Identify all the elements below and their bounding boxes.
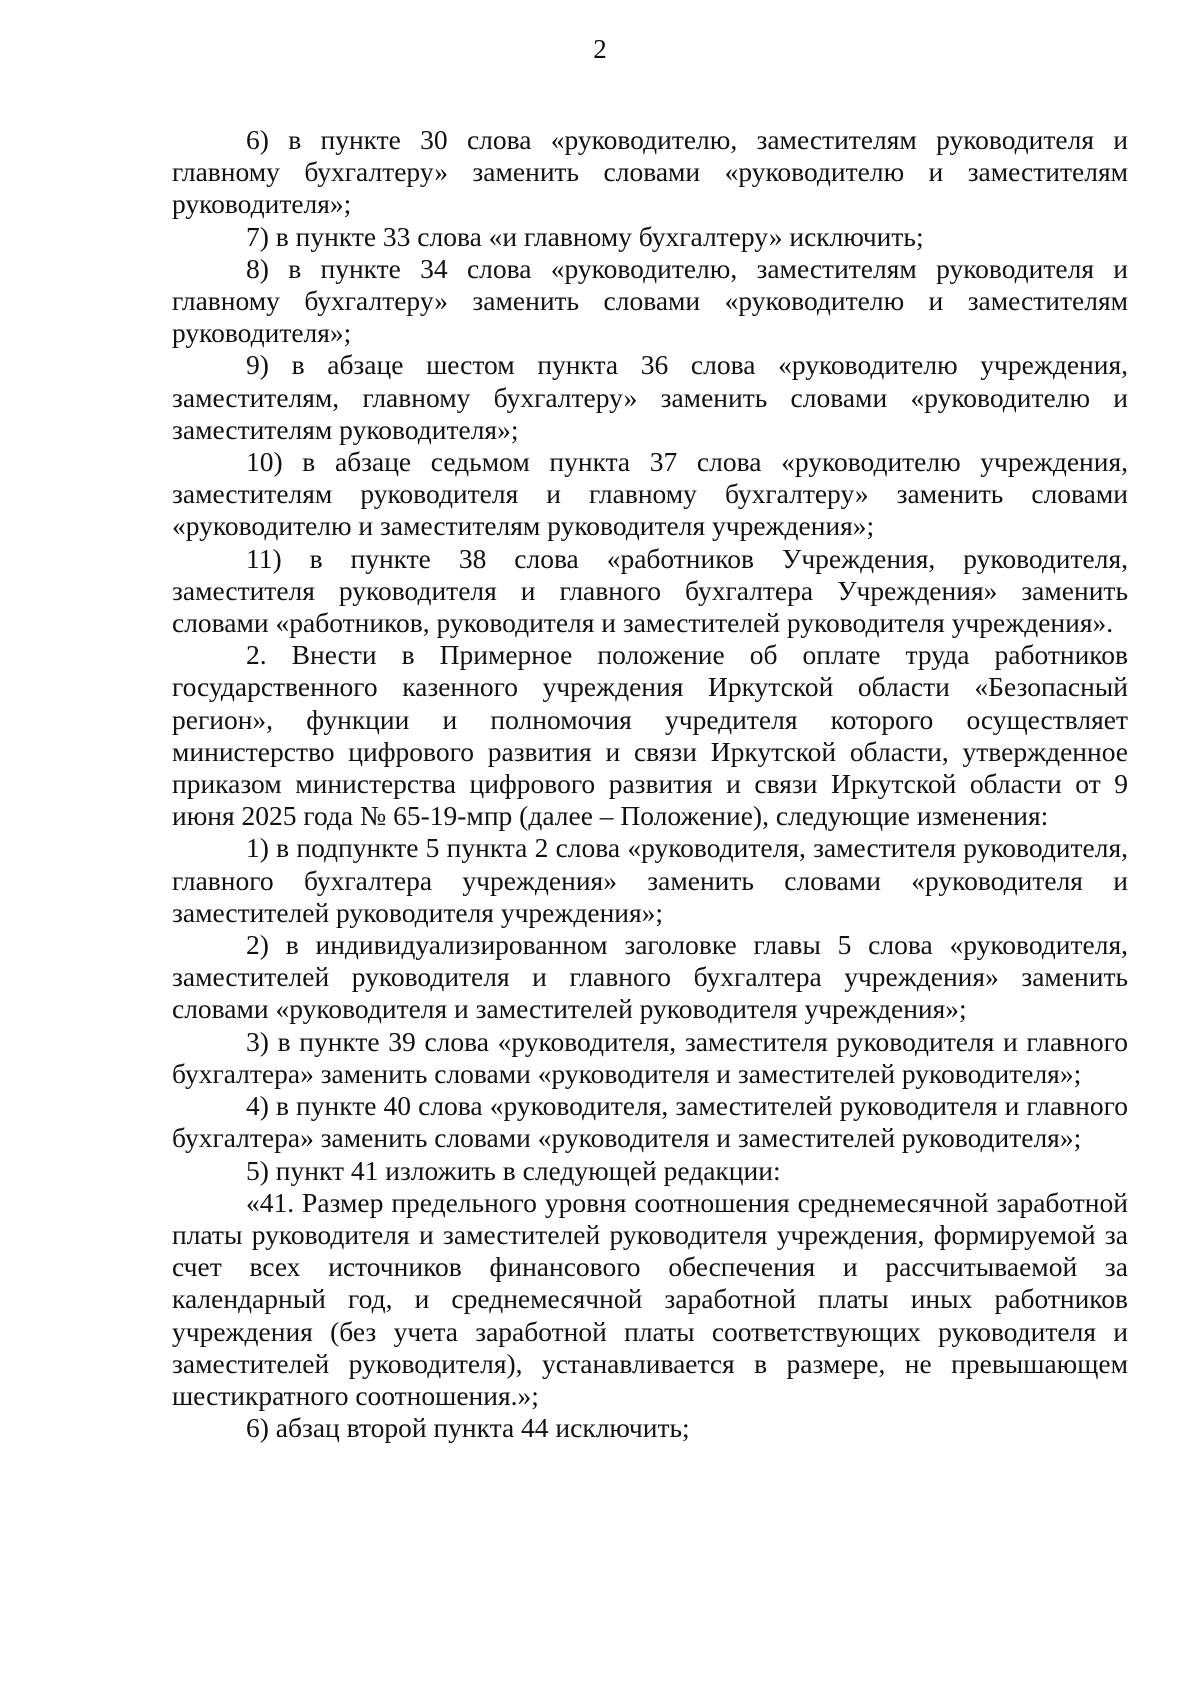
paragraph-change-6: 6) абзац второй пункта 44 исключить; — [246, 1412, 690, 1444]
page-number: 2 — [593, 34, 607, 64]
paragraph-amendment-11-point-38: 11) в пункте 38 слова «работников Учреждения, руководителя, заместителя руководителя и главного бухгалтера Учреждения» заменить словами «работников, руководителя и заместителей руководителя учреждения». — [172, 542, 1128, 639]
paragraph-amendment-6-point-30: 6) в пункте 30 слова «руководителю, заместителям руководителя и главному бухгалтеру» заменить словами «руководителю и заместителям руководителя»; — [172, 124, 1128, 220]
paragraph-change-1: 1) в подпункте 5 пункта 2 слова «руководителя, заместителя руководителя, главного бухгалтера учреждения» заменить словами «руководителя и заместителей руководителя учреждения»; — [172, 832, 1128, 928]
document-body — [172, 124, 1128, 1444]
paragraph-change-2: 2) в индивидуализированном заголовке главы 5 слова «руководителя, заместителей руководителя и главного бухгалтера учреждения» заменить словами «руководителя и заместителей руководителя учреждения»; — [172, 929, 1128, 1025]
paragraph-change-3: 3) в пункте 39 слова «руководителя, заместителя руководителя и главного бухгалтера» заменить словами «руководителя и заместителей руководителя»; — [172, 1025, 1128, 1089]
paragraph-amendment-9-point-36: 9) в абзаце шестом пункта 36 слова «руководителю учреждения, заместителям, главному бухгалтеру» заменить словами «руководителю и заместителям руководителя»; — [172, 349, 1128, 445]
paragraph-change-5: 5) пункт 41 изложить в следующей редакции: — [246, 1154, 781, 1186]
paragraph-section-2-intro: 2. Внести в Примерное положение об оплате труда работников государственного казенного учреждения Иркутской области «Безопасный регион», функции и полномочия учредителя которого осуществляет министерство цифрового развития и связи Иркутской области, утвержденное приказом министерства цифрового развития и связи Иркутской области от 9 июня 2025 года № 65-19-мпр (далее – Положение), следующие изменения: — [172, 639, 1128, 832]
paragraph-amendment-7-point-33: 7) в пункте 33 слова «и главному бухгалтеру» исключить; — [246, 220, 924, 252]
paragraph-amendment-8-point-34: 8) в пункте 34 слова «руководителю, заместителям руководителя и главному бухгалтеру» заменить словами «руководителю и заместителям руководителя»; — [172, 252, 1128, 349]
paragraph-new-point-41: «41. Размер предельного уровня соотношения среднемесячной заработной платы руководителя и заместителей руководителя учреждения, формируемой за счет всех источников финансового обеспечения и рассчитываемой за календарный год, и среднемесячной заработной платы иных работников учреждения (без учета заработной платы соответствующих руководителя и заместителей руководителя), устанавливается в размере, не превышающем шестикратного соотношения.»; — [172, 1186, 1128, 1411]
paragraph-change-4: 4) в пункте 40 слова «руководителя, заместителей руководителя и главного бухгалтера» заменить словами «руководителя и заместителей руководителя»; — [172, 1090, 1128, 1154]
paragraph-amendment-10-point-37: 10) в абзаце седьмом пункта 37 слова «руководителю учреждения, заместителям руководителя и главному бухгалтеру» заменить словами «руководителю и заместителям руководителя учреждения»; — [172, 446, 1128, 542]
